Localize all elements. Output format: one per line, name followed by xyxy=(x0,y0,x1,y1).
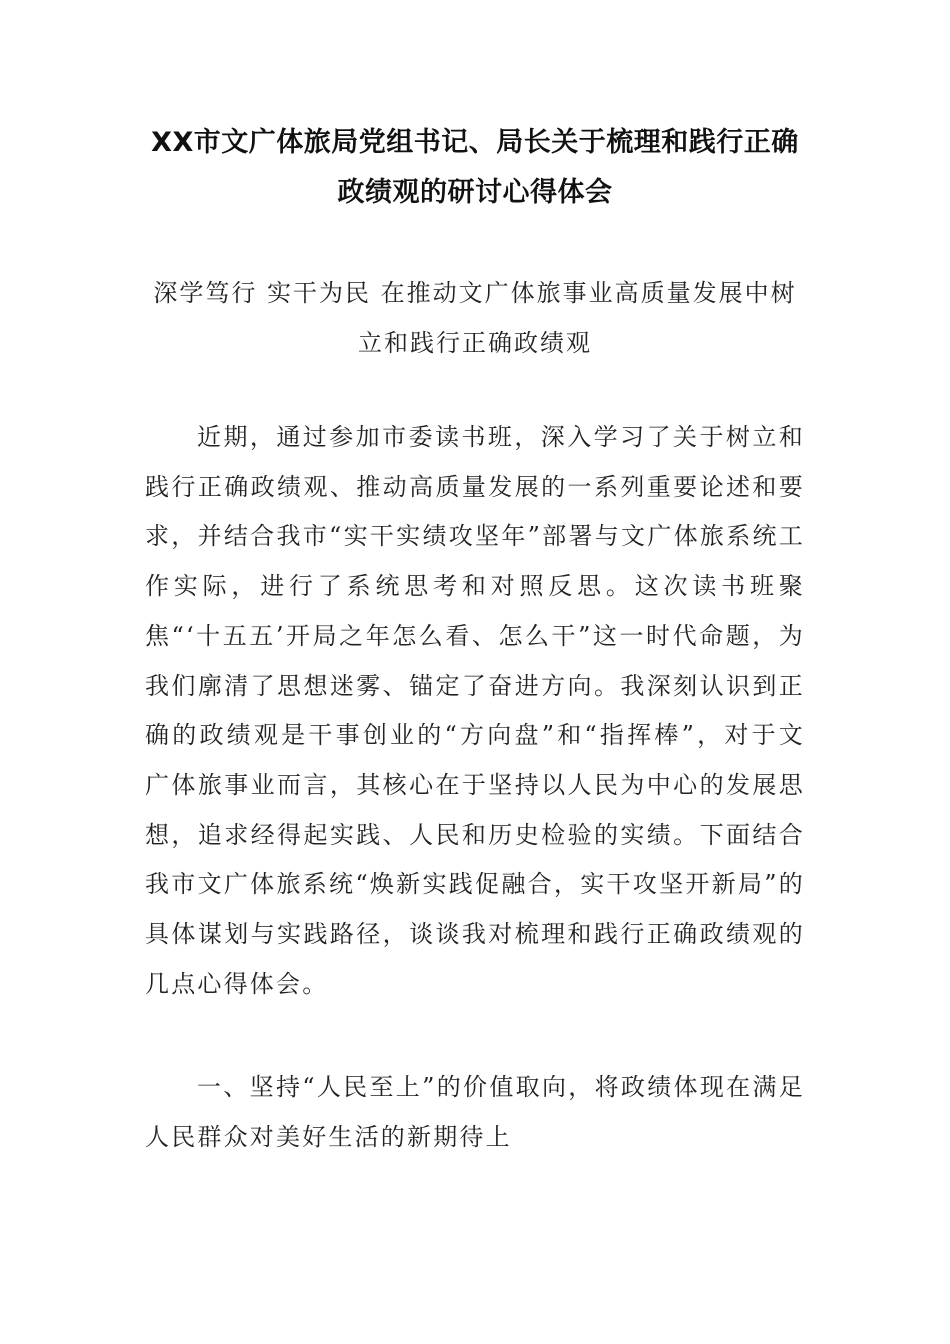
body-paragraph-intro: 近期，通过参加市委读书班，深入学习了关于树立和践行正确政绩观、推动高质量发展的一系列重要论述和要求，并结合我市“实干实绩攻坚年”部署与文广体旅系统工作实际，进行了系统思考和对照反思。这次读书班聚焦“‘十五五’开局之年怎么看、怎么干”这一时代命题，为我们廓清了思想迷雾、锚定了奋进方向。我深刻认识到正确的政绩观是干事创业的“方向盘”和“指挥棒”，对于文广体旅事业而言，其核心在于坚持以人民为中心的发展思想，追求经得起实践、人民和历史检验的实绩。下面结合我市文广体旅系统“焕新实践促融合，实干攻坚开新局”的具体谋划与实践路径，谈谈我对梳理和践行正确政绩观的几点心得体会。 xyxy=(145,423,805,998)
section-heading-1: 一、坚持“人民至上”的价值取向，将政绩体现在满足人民群众对美好生活的新期待上 xyxy=(145,1073,805,1151)
document-subtitle: 深学笃行 实干为民 在推动文广体旅事业高质量发展中树立和践行正确政绩观 xyxy=(153,279,797,357)
document-title: XX市文广体旅局党组书记、局长关于梳理和践行正确政绩观的研讨心得体会 xyxy=(151,127,799,208)
